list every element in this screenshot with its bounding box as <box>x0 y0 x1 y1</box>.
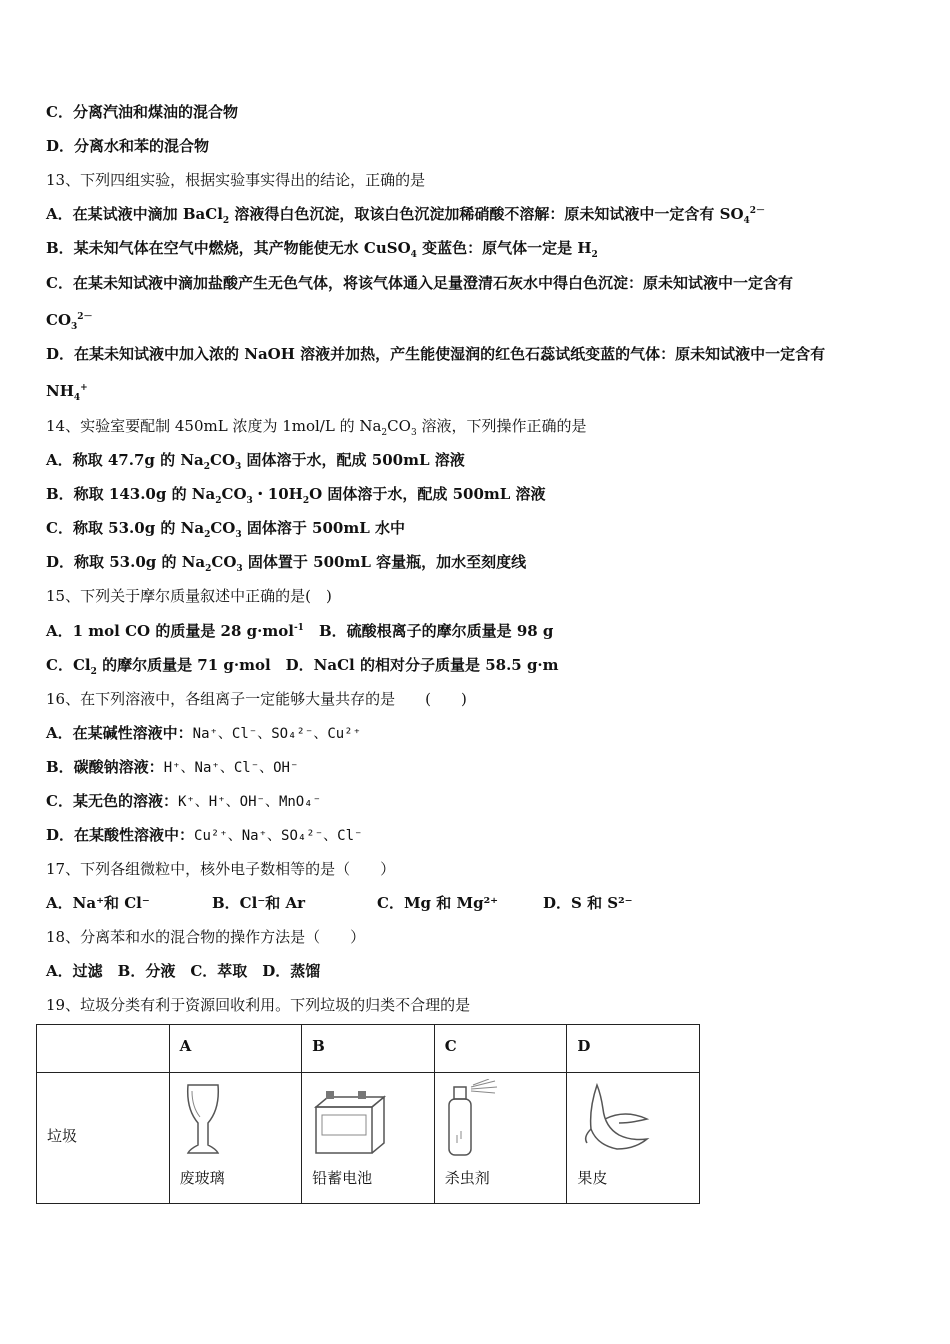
item-cell-c <box>434 1073 567 1204</box>
item-cell-b <box>302 1073 435 1204</box>
table-header-a: A <box>169 1025 302 1073</box>
item-label-d: 果皮 <box>577 1169 608 1187</box>
q14-stem: 14、实验室要配制 450mL 浓度为 1mol/L 的 $Na_2CO_3$ 溶液，下列操作正确的是 <box>46 417 587 438</box>
q13-option-c: C．在某未知试液中滴加盐酸产生无色气体，将该气体通入足量澄清石灰水中得白色沉淀：原未知试液中一定含有 <box>46 274 793 292</box>
q14-option-a: A．称取 47.7g 的 $Na_2CO_3$ 固体溶于水，配成 500mL 溶液 <box>46 451 465 472</box>
table-header-c: C <box>434 1025 567 1073</box>
table-header-d: D <box>567 1025 700 1073</box>
q13-option-c-cont: $CO_3^{2-}$ <box>46 311 93 332</box>
q14-option-d: D．称取 53.0g 的 $Na_2CO_3$ 固体置于 500mL 容量瓶，加水至刻度线 <box>46 553 527 574</box>
q16-stem: 16、在下列溶液中，各组离子一定能够大量共存的是 ( ) <box>46 690 467 708</box>
q18-options: A．过滤 B．分液 C．萃取 D．蒸馏 <box>46 962 321 980</box>
q19-table <box>36 1024 700 1204</box>
q16-option-d: D．在某酸性溶液中：Cu²⁺、Na⁺、SO₄²⁻、Cl⁻ <box>46 826 363 844</box>
q17-option-b: B．Cl⁻和 Ar <box>212 894 305 912</box>
q13-option-b: B．某未知气体在空气中燃烧，其产物能使无水 CuSO$_4$ 变蓝色：原气体一定是 $H_2$ <box>46 239 598 260</box>
table-header-b: B <box>302 1025 435 1073</box>
q13-option-d: D．在某未知试液中加入浓的 NaOH 溶液并加热，产生能使湿润的红色石蕊试纸变蓝的气体：原未知试液中一定含有 <box>46 345 826 363</box>
item-label-a: 废玻璃 <box>179 1169 225 1187</box>
q13-option-d-cont: $NH_4^+$ <box>46 382 88 403</box>
table-header-blank <box>37 1025 170 1073</box>
q15-options-ab: A．1 mol CO 的质量是 28 g·mol$^{-1}$ B．硫酸根离子的摩尔质量是 98 g <box>46 622 554 640</box>
q16-option-a: A．在某碱性溶液中：Na⁺、Cl⁻、SO₄²⁻、Cu²⁺ <box>46 724 362 742</box>
banana-peel-icon <box>575 1079 655 1159</box>
item-cell-a <box>169 1073 302 1204</box>
q12-option-c: C．分离汽油和煤油的混合物 <box>46 103 238 121</box>
row-label: 垃圾 <box>37 1073 170 1204</box>
q17-stem: 17、下列各组微粒中，核外电子数相等的是（ ） <box>46 860 396 878</box>
spray-can-icon <box>443 1079 513 1159</box>
q17-option-c: C．Mg 和 Mg²⁺ <box>377 894 499 912</box>
wine-glass-icon <box>178 1079 228 1159</box>
q13-stem: 13、下列四组实验，根据实验事实得出的结论，正确的是 <box>46 171 426 189</box>
q14-option-b: B．称取 143.0g 的 $Na_2CO_3$・$10H_2O$ 固体溶于水，配成 500mL 溶液 <box>46 485 546 506</box>
q15-stem: 15、下列关于摩尔质量叙述中正确的是( ) <box>46 587 332 605</box>
q14-option-c: C．称取 53.0g 的 $Na_2CO_3$ 固体溶于 500mL 水中 <box>46 519 406 540</box>
q17-option-d: D．S 和 S²⁻ <box>543 894 633 912</box>
q12-option-d: D．分离水和苯的混合物 <box>46 137 210 155</box>
q19-stem: 19、垃圾分类有利于资源回收利用。下列垃圾的归类不合理的是 <box>46 996 471 1014</box>
q13-option-a: A．在某试液中滴加 BaCl$_2$ 溶液得白色沉淀，取该白色沉淀加稀硝酸不溶解：原未知试液中一定含有 $SO_4^{2-}$ <box>46 205 766 226</box>
item-label-c: 杀虫剂 <box>444 1169 490 1187</box>
battery-icon <box>310 1079 390 1159</box>
q17-option-a: A．Na⁺和 Cl⁻ <box>46 894 150 912</box>
item-label-b: 铅蓄电池 <box>312 1169 373 1187</box>
q18-stem: 18、分离苯和水的混合物的操作方法是（ ） <box>46 928 366 946</box>
q15-options-cd: C．$Cl_2$ 的摩尔质量是 71 g·mol D．NaCl 的相对分子质量是 58.5 g·m <box>46 656 559 677</box>
item-cell-d <box>567 1073 700 1204</box>
q16-option-b: B．碳酸钠溶液：H⁺、Na⁺、Cl⁻、OH⁻ <box>46 758 299 776</box>
q16-option-c: C．某无色的溶液：K⁺、H⁺、OH⁻、MnO₄⁻ <box>46 792 322 810</box>
